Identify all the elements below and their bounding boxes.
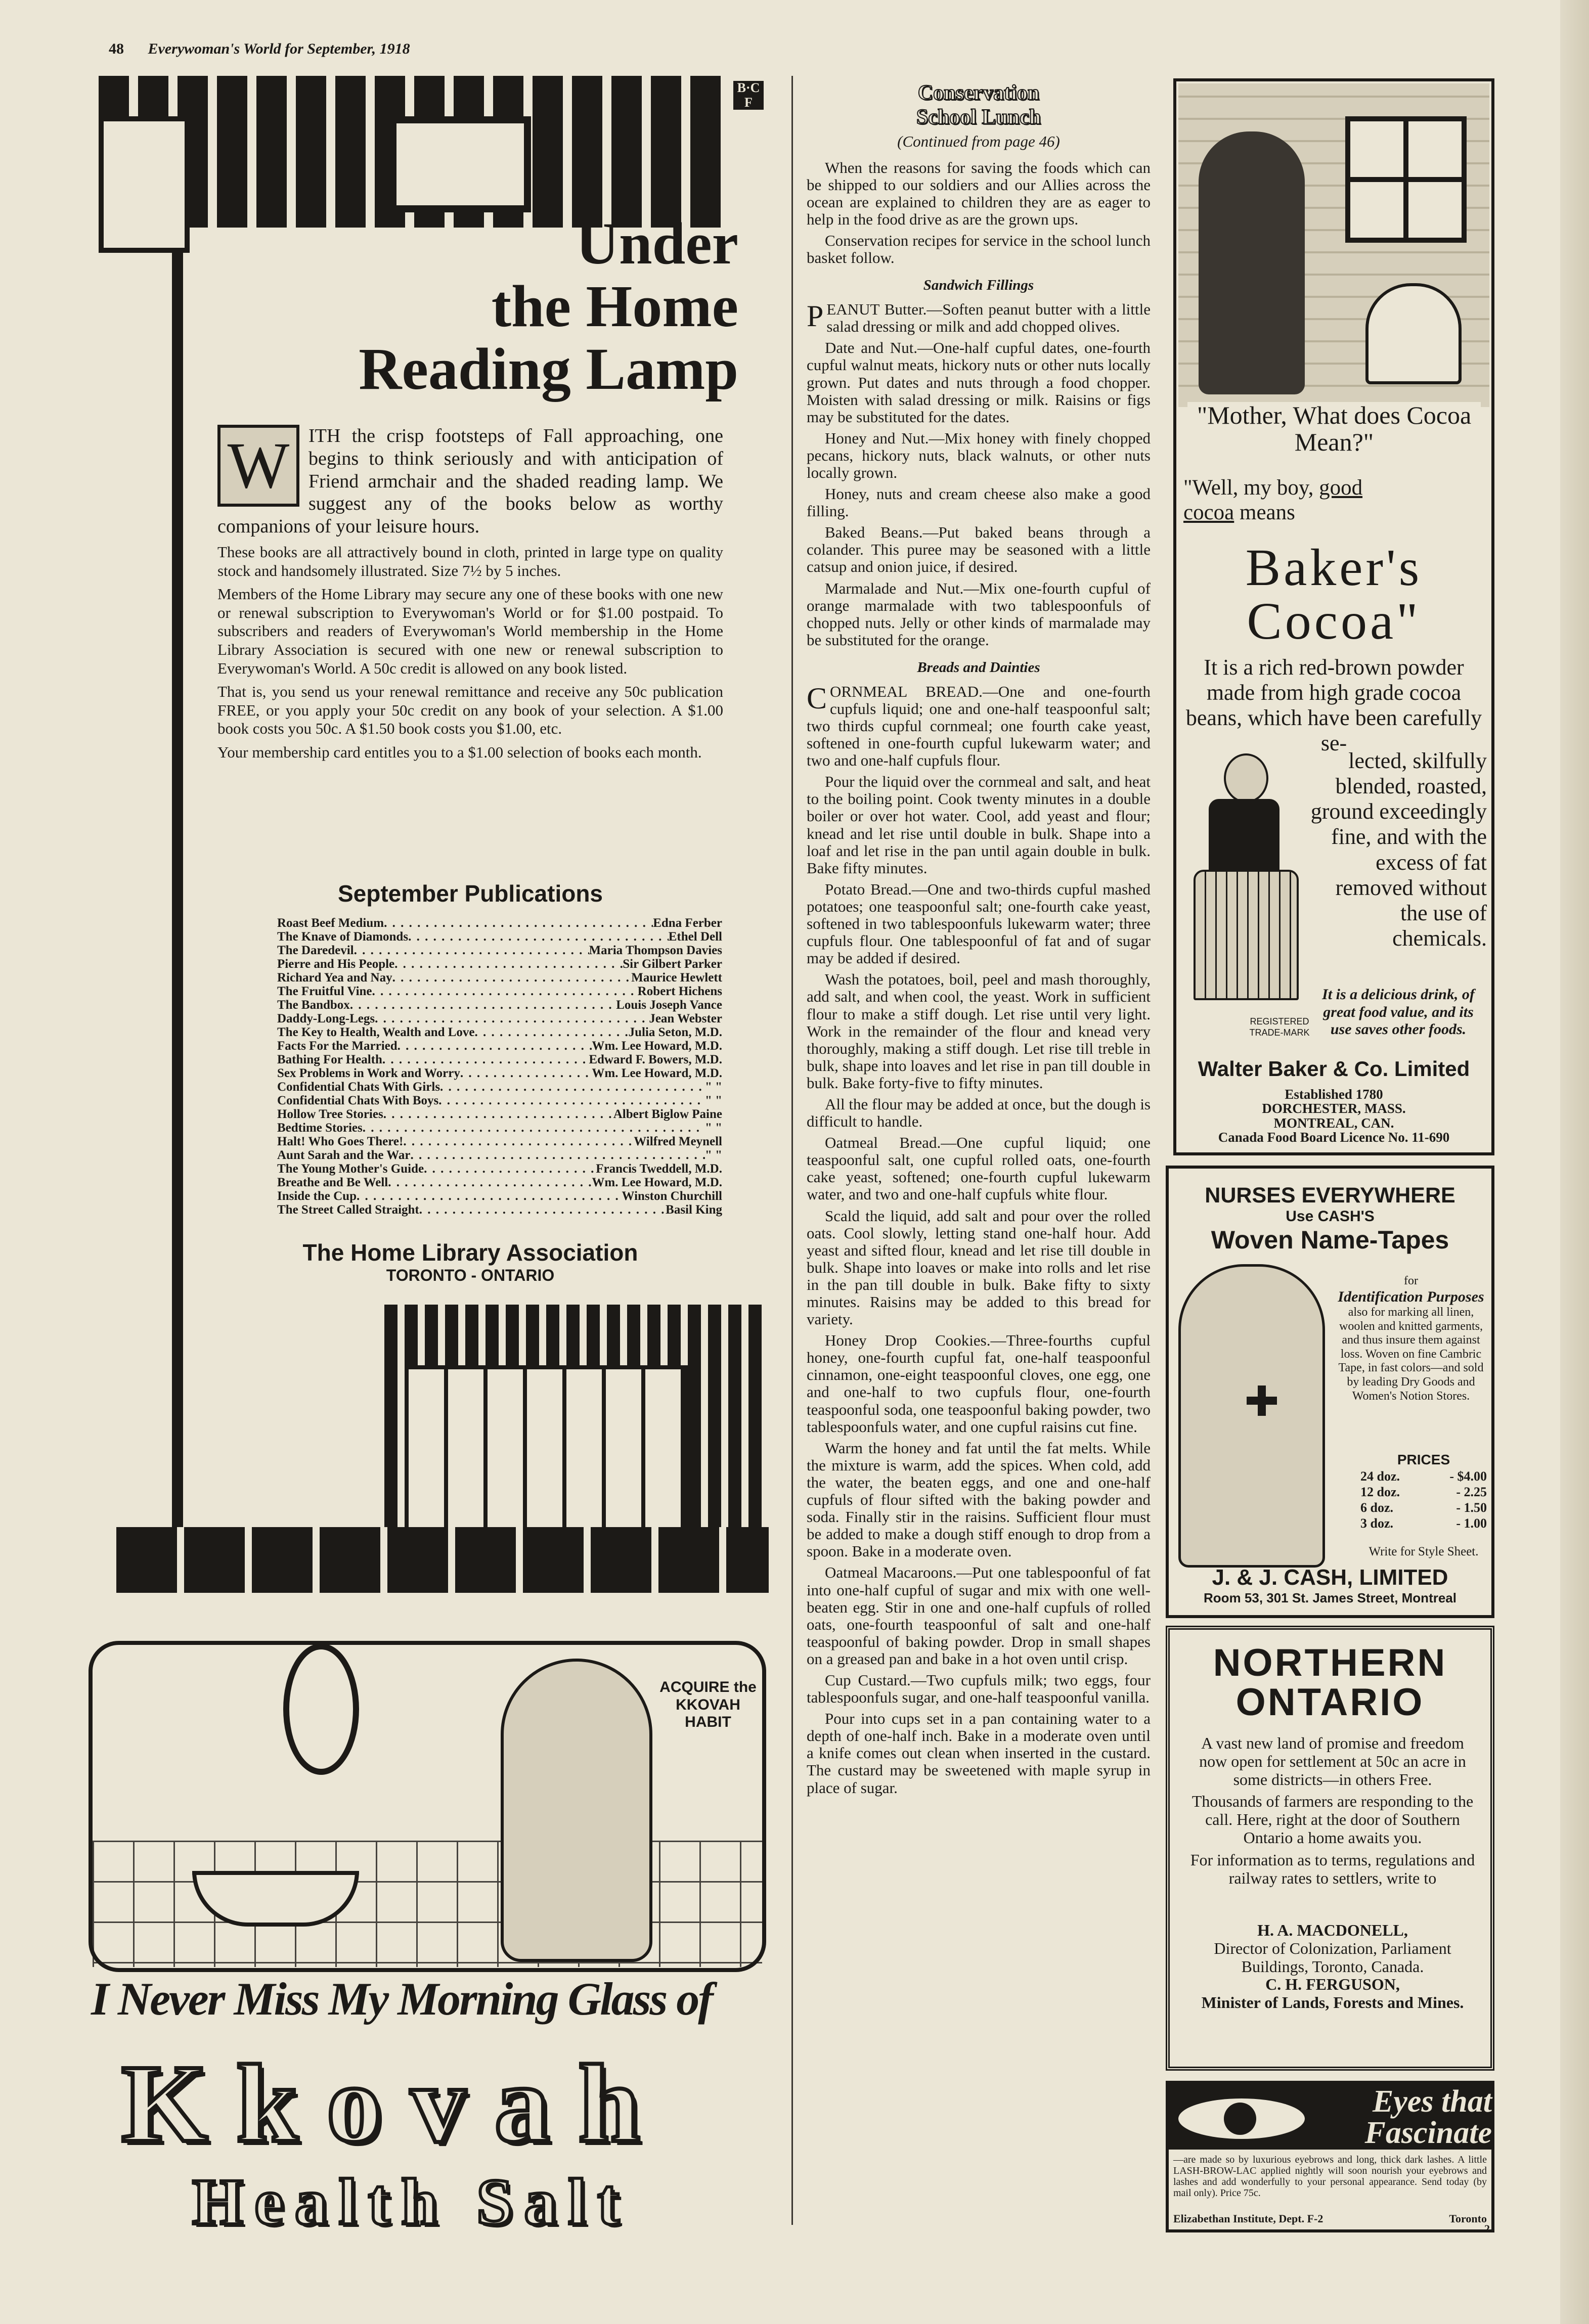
article-title-1: Conservation bbox=[917, 81, 1040, 105]
answer-part-1: "Well, my boy, bbox=[1183, 476, 1319, 500]
window-illustration bbox=[1345, 116, 1467, 243]
dot-leader bbox=[375, 1012, 649, 1025]
cash-product: Woven Name-Tapes bbox=[1211, 1226, 1449, 1254]
title-line-3: Reading Lamp bbox=[359, 335, 738, 402]
publication-author: Julia Seton, M.D. bbox=[628, 1025, 722, 1039]
price-row bbox=[1360, 1484, 1487, 1500]
price-row bbox=[1360, 1468, 1487, 1484]
magazine-title: Everywoman's World for September, 1918 bbox=[148, 40, 410, 57]
eyes-body: —are made so by luxurious eyebrows and long, thick dark lashes. A little LASH-BROW-LAC applied nightly will soon nourish your eyebrows and lashes and add wonderfully to your personal appearance. Send today (by mail only). Price 75c. bbox=[1173, 2154, 1487, 2199]
cash-headline-block bbox=[1166, 1183, 1494, 1255]
answer-part-4: means bbox=[1234, 501, 1295, 525]
dot-leader bbox=[388, 1176, 592, 1189]
price-quantity: 3 doz. bbox=[1360, 1516, 1393, 1531]
dot-leader bbox=[411, 1148, 705, 1162]
mother-illustration bbox=[1199, 131, 1305, 394]
cocoa-question: "Mother, What does Cocoa Mean?" bbox=[1187, 402, 1481, 455]
publication-row bbox=[277, 1189, 722, 1203]
framed-picture-illustration bbox=[389, 116, 531, 212]
dropcap-p: P bbox=[807, 299, 824, 333]
dot-leader bbox=[403, 1135, 634, 1148]
cash-company-block bbox=[1168, 1565, 1492, 1606]
recipe-cornmeal bbox=[807, 683, 1151, 769]
lamp-p3: That is, you send us your renewal remittance and receive any 50c publication FREE, or you apply your 50c credit on any book of your selection. A $1.00 book costs you 50c. A $1.50 book costs you $1.00, etc. bbox=[217, 683, 723, 738]
publication-author: Maurice Hewlett bbox=[631, 971, 722, 985]
association-city: TORONTO - ONTARIO bbox=[386, 1266, 555, 1284]
cash-for: for bbox=[1404, 1274, 1418, 1287]
publication-author: Edward F. Bowers, M.D. bbox=[589, 1053, 722, 1066]
publication-row bbox=[277, 944, 722, 957]
mirror-illustration bbox=[283, 1643, 359, 1775]
publication-title: Richard Yea and Nay bbox=[277, 971, 392, 985]
publication-row bbox=[277, 1203, 722, 1217]
publication-title: Daddy-Long-Legs bbox=[277, 1012, 375, 1025]
publication-row bbox=[277, 1135, 722, 1148]
title-line-2: the Home bbox=[491, 273, 738, 339]
cocoa-addr-2: MONTREAL, CAN. bbox=[1273, 1115, 1394, 1131]
publication-row bbox=[277, 1039, 722, 1053]
publication-row bbox=[277, 998, 722, 1012]
publication-title: The Knave of Diamonds bbox=[277, 930, 409, 944]
publication-row bbox=[277, 1012, 722, 1025]
lamp-ad-title bbox=[273, 212, 738, 400]
registered-trademark-label: REGISTERED TRADE-MARK bbox=[1249, 1016, 1310, 1038]
publication-row bbox=[277, 1121, 722, 1135]
recipe-potato-method: Wash the potatoes, boil, peel and mash thoroughly, add salt, and when cool, the yeast. Work in sufficient flour to make a stiff dough. Let rise until very light. Work in the remainder of the flour and knead very thoroughly, making a stiff dough. Let rise till treble in bulk, shape into loaves and let rise in pan till double in bulk. Bake forty-five to fifty minutes. bbox=[807, 970, 1151, 1092]
dot-leader bbox=[350, 998, 616, 1012]
publication-title: Halt! Who Goes There! bbox=[277, 1135, 404, 1148]
publication-title: Hollow Tree Stories bbox=[277, 1107, 383, 1121]
publication-author: Francis Tweddell, M.D. bbox=[596, 1162, 722, 1176]
publication-row bbox=[277, 971, 722, 985]
ontario-sig-1: H. A. MACDONELL, bbox=[1257, 1921, 1408, 1939]
publication-author: Maria Thompson Davies bbox=[589, 944, 722, 957]
page-header bbox=[109, 40, 1424, 71]
cash-identification: Identification Purposes bbox=[1338, 1288, 1484, 1305]
sandwich-heading: Sandwich Fillings bbox=[923, 277, 1034, 294]
ontario-sig-2: Director of Colonization, Parliament Buildings, Toronto, Canada. bbox=[1214, 1939, 1451, 1976]
dot-leader bbox=[440, 1080, 705, 1094]
publication-author: Wm. Lee Howard, M.D. bbox=[592, 1176, 722, 1189]
publication-title: Pierre and His People bbox=[277, 957, 395, 971]
publication-title: Roast Beef Medium bbox=[277, 916, 384, 930]
dot-leader bbox=[392, 971, 632, 985]
cocoa-answer bbox=[1183, 475, 1487, 525]
dot-leader bbox=[475, 1025, 629, 1039]
boy-illustration bbox=[1365, 283, 1462, 384]
price-quantity: 6 doz. bbox=[1360, 1500, 1393, 1515]
lamp-p1: These books are all attractively bound in cloth, printed in large type on quality stock and handsomely illustrated. Size 7½ by 5 inches. bbox=[217, 543, 723, 579]
eyes-city: Toronto bbox=[1449, 2212, 1487, 2225]
publication-author: " " bbox=[704, 1148, 722, 1162]
answer-part-2: good bbox=[1319, 476, 1363, 500]
page-edge bbox=[1560, 0, 1589, 2324]
publication-row bbox=[277, 916, 722, 930]
publication-row bbox=[277, 1107, 722, 1121]
red-cross-icon bbox=[1247, 1386, 1277, 1416]
lamp-intro: ITH the crisp footsteps of Fall approaching, one begins to think seriously and with anticipation of Friend armchair and the shaded reading lamp. We suggest any of the books below as worthy companions of your leisure hours. bbox=[217, 425, 723, 538]
publication-author: Winston Churchill bbox=[622, 1189, 722, 1203]
publication-title: Inside the Cup bbox=[277, 1189, 357, 1203]
publication-row bbox=[277, 1094, 722, 1107]
dropcap-w: W bbox=[217, 425, 299, 507]
dot-leader bbox=[394, 957, 623, 971]
publications-list bbox=[277, 916, 722, 1217]
cocoa-company: Walter Baker & Co. Limited bbox=[1198, 1057, 1470, 1081]
ontario-sig-4: Minister of Lands, Forests and Mines. bbox=[1201, 1993, 1464, 2012]
publication-author: Wilfred Meynell bbox=[634, 1135, 722, 1148]
dot-leader bbox=[372, 985, 638, 998]
publication-title: Confidential Chats With Boys bbox=[277, 1094, 439, 1107]
kkovah-brand: Kkovah bbox=[121, 2042, 669, 2165]
publication-title: The Key to Health, Wealth and Love bbox=[277, 1025, 475, 1039]
lamp-p4: Your membership card entitles you to a $1.00 selection of books each month. bbox=[217, 743, 702, 761]
recipe-cornmeal-text: ORNMEAL BREAD.—One and one-fourth cupfuls liquid; one and one-half teaspoonful salt; two thirds cupful cornmeal; one fourth cake yeast, softened in one-fourth cupful lukewarm water; and two and one-half cupfuls flour. bbox=[807, 682, 1151, 770]
conservation-article bbox=[807, 81, 1151, 1801]
price-quantity: 12 doz. bbox=[1360, 1484, 1400, 1499]
price-value: - $4.00 bbox=[1449, 1468, 1487, 1484]
recipe-date-nut: Date and Nut.—One-half cupful dates, one-fourth cupful walnut meats, hickory nuts or other nuts locally grown. Put dates and nuts through a food chopper. Moisten with salad dressing or milk. Raisins or figs may be substituted for the dates. bbox=[807, 339, 1151, 426]
article-title-2: School Lunch bbox=[916, 106, 1041, 129]
recipe-oatmeal: Oatmeal Bread.—One cupful liquid; one teaspoonful salt, one cupful rolled oats, one-fourth cake yeast, softened; one-fourth cupful lukewarm water, and two and one-half cupfuls white flour. bbox=[807, 1134, 1151, 1203]
dot-leader bbox=[382, 1053, 589, 1066]
dot-leader bbox=[357, 1189, 622, 1203]
dot-leader bbox=[419, 1203, 666, 1217]
lamp-pole-illustration bbox=[172, 253, 183, 1568]
ontario-p2: Thousands of farmers are responding to the call. Here, right at the door of Southern Ontario a home awaits you. bbox=[1191, 1792, 1474, 1847]
recipe-potato-note: All the flour may be added at once, but the dough is difficult to handle. bbox=[807, 1095, 1151, 1131]
price-quantity: 24 doz. bbox=[1360, 1468, 1400, 1484]
cocoa-body-top bbox=[1178, 655, 1489, 756]
publications-title: September Publications bbox=[337, 880, 603, 907]
cash-headline: NURSES EVERYWHERE bbox=[1205, 1183, 1455, 1208]
cocoa-brand-line-2: Cocoa" bbox=[1247, 592, 1421, 651]
cash-use: Use CASH'S bbox=[1286, 1208, 1375, 1225]
dot-leader bbox=[354, 944, 589, 957]
ontario-sig-3: C. H. FERGUSON, bbox=[1265, 1975, 1400, 1994]
recipe-marmalade: Marmalade and Nut.—Mix one-fourth cupful of orange marmalade with two tablespoonfuls of chopped nuts. Jelly or other kinds of marmalade may be substituted for the orange. bbox=[807, 579, 1151, 649]
publication-author: Basil King bbox=[666, 1203, 722, 1217]
dot-leader bbox=[408, 930, 669, 944]
dot-leader bbox=[460, 1066, 592, 1080]
publication-title: Breathe and Be Well bbox=[277, 1176, 388, 1189]
column-divider bbox=[791, 76, 793, 2225]
cocoa-established: Established 1780 bbox=[1285, 1087, 1383, 1102]
publication-title: Facts For the Married bbox=[277, 1039, 398, 1053]
kkovah-slogan: I Never Miss My Morning Glass of bbox=[91, 1973, 712, 2025]
cocoa-italic-note: It is a delicious drink, of great food value, and its use saves other foods. bbox=[1322, 986, 1475, 1038]
cash-address: Room 53, 301 St. James Street, Montreal bbox=[1204, 1590, 1456, 1605]
cocoa-addr-1: DORCHESTER, MASS. bbox=[1262, 1101, 1406, 1116]
publication-row bbox=[277, 1148, 722, 1162]
eyes-title bbox=[1310, 2086, 1492, 2149]
recipe-cornmeal-method: Pour the liquid over the cornmeal and salt, and heat to the boiling point. Cook twenty minutes in a double boiler or over hot water. Cool, add yeast and flour; knead and let rise until double in bulk. Shape into a loaf and let rise in the pan until again double in bulk. Bake fifty minutes. bbox=[807, 773, 1151, 877]
lamp-p2: Members of the Home Library may secure any one of these books with one new or renewal subscription to Everywoman's World or for $1.00 postpaid. To subscribers and readers of Everywoman's World membership in the Home Library Association is secured with one new or renewal subscription to Everywoman's World. A 50c credit is allowed on any book listed. bbox=[217, 585, 723, 677]
eyes-title-2: Fascinate bbox=[1364, 2116, 1492, 2150]
publication-row bbox=[277, 1162, 722, 1176]
recipe-peanut-text: EANUT Butter.—Soften peanut butter with a little salad dressing or milk and add chopped olives. bbox=[826, 300, 1151, 336]
publication-row bbox=[277, 1066, 722, 1080]
dot-leader bbox=[438, 1094, 705, 1107]
lamp-ad-body bbox=[217, 425, 723, 767]
lantern-illustration bbox=[99, 116, 190, 253]
ontario-p3: For information as to terms, regulations and railway rates to settlers, write to bbox=[1190, 1850, 1475, 1887]
publication-author: " " bbox=[704, 1080, 722, 1094]
association-signature bbox=[217, 1239, 723, 1285]
cocoa-brand bbox=[1178, 539, 1489, 651]
publication-row bbox=[277, 1080, 722, 1094]
dot-leader bbox=[363, 1121, 705, 1135]
ontario-title: NORTHERN ONTARIO bbox=[1213, 1641, 1447, 1724]
recipe-macaroons: Oatmeal Macaroons.—Put one tablespoonful of fat into one-half cupful of sugar and mix with one well-beaten egg. Stir in one and one-half cupfuls of rolled oats, one-fourth teaspoonful of salt and one-half teaspoonful of baking powder. Drop in small shapes on a greased pan and bake in a hot oven until crisp. bbox=[807, 1563, 1151, 1668]
tiled-wall-illustration bbox=[93, 1841, 762, 1967]
price-row bbox=[1360, 1515, 1487, 1531]
publication-author: " " bbox=[704, 1094, 722, 1107]
publication-row bbox=[277, 930, 722, 944]
publication-author: Robert Hichens bbox=[637, 985, 722, 998]
recipe-custard-method: Pour into cups set in a pan containing water to a depth of one-half inch. Bake in a moderate oven until a knife comes out clean when inserted in the custard. The custard may be sweetened with maple syrup in place of sugar. bbox=[807, 1710, 1151, 1797]
publication-title: Sex Problems in Work and Worry bbox=[277, 1066, 460, 1080]
nurse-illustration bbox=[1178, 1264, 1325, 1568]
page-number: 48 bbox=[109, 40, 124, 57]
recipe-custard: Cup Custard.—Two cupfuls milk; two eggs, four tablespoonfuls sugar, and one-half teaspoonful vanilla. bbox=[807, 1671, 1151, 1707]
article-intro-1: When the reasons for saving the foods which can be shipped to our soldiers and our Allies across the ocean are explained to children they are as eager to help in the food drive as are the grown ups. bbox=[807, 158, 1151, 228]
cash-company: J. & J. CASH, LIMITED bbox=[1212, 1565, 1448, 1590]
kkovah-acquire-text: ACQUIRE the KKOVAH HABIT bbox=[659, 1679, 757, 1730]
answer-part-3: cocoa bbox=[1183, 501, 1234, 525]
price-value: - 1.00 bbox=[1456, 1516, 1487, 1531]
cocoa-address bbox=[1178, 1087, 1489, 1144]
recipe-oatmeal-method: Scald the liquid, add salt and pour over the rolled oats. Cool slowly, letting stand one-half hour. Add yeast and sifted flour, knead and let rise till double in bulk. Shape into loaves or make into rolls and let rise in the pan till double in bulk. Bake fifty to sixty minutes. Raisins may be added to this bread for variety. bbox=[807, 1206, 1151, 1328]
woman-drinking-illustration bbox=[501, 1659, 652, 1962]
cocoa-brand-line-1: Baker's bbox=[1245, 539, 1423, 597]
publication-author: Wm. Lee Howard, M.D. bbox=[592, 1039, 722, 1053]
recipe-potato: Potato Bread.—One and two-thirds cupful mashed potatoes; one teaspoonful salt; one-fourth cake yeast, softened in two tablespoonfuls lukewarm water; three cupfuls flour. One tablespoonful of fat and of sugar may be added if desired. bbox=[807, 880, 1151, 967]
price-value: - 1.50 bbox=[1456, 1500, 1487, 1515]
publication-row bbox=[277, 1053, 722, 1066]
publication-author: Albert Biglow Paine bbox=[613, 1107, 722, 1121]
publication-title: Bathing For Health bbox=[277, 1053, 382, 1066]
recipe-honey-nut: Honey and Nut.—Mix honey with finely chopped pecans, hickory nuts, black walnuts, or other nuts locally grown. bbox=[807, 429, 1151, 481]
cocoa-body-right: lected, skilfully blended, roasted, ground exceedingly fine, and with the excess of fat removed without the use of chemicals. bbox=[1310, 748, 1487, 951]
publication-title: The Daredevil bbox=[277, 944, 354, 957]
publication-author: Sir Gilbert Parker bbox=[623, 957, 722, 971]
recipe-honey-cookies-method: Warm the honey and fat until the fat melts. While the mixture is warm, add the spices. When cold, add the water, the beaten eggs, and one and one-half cupfuls of flour sifted with the baking powder and soda. Finally stir in the raisins. Sufficient flour must be added to make a dough stiff enough to drop from a spoon. Bake in a moderate oven. bbox=[807, 1439, 1151, 1560]
title-line-1: Under bbox=[576, 210, 738, 277]
publication-title: Aunt Sarah and the War bbox=[277, 1148, 411, 1162]
artist-monogram: B·C F bbox=[733, 81, 764, 110]
price-row bbox=[1360, 1500, 1487, 1515]
publication-author: Edna Ferber bbox=[653, 916, 722, 930]
chocolate-girl-trademark bbox=[1188, 753, 1300, 1016]
recipe-honey-cookies: Honey Drop Cookies.—Three-fourths cupful honey, one-fourth cupful fat, one-half teaspoonful cinnamon, one-eight teaspoonful cloves, one egg, one and one-half to two cupfuls flour, one-fourth teaspoonful soda, one teaspoonful baking powder, two tablespoonfuls water, and one cupful raisins cut fine. bbox=[807, 1331, 1151, 1436]
eyes-institute: Elizabethan Institute, Dept. F-2 bbox=[1173, 2212, 1323, 2225]
price-value: - 2.25 bbox=[1456, 1484, 1487, 1499]
cash-desc: also for marking all linen, woolen and knitted garments, and thus insure them against loss. Woven on fine Cambric Tape, in fast colors—and sold by leading Dry Goods and Women's Notion Stores. bbox=[1338, 1306, 1484, 1403]
dropcap-c: C bbox=[807, 681, 827, 715]
publication-row bbox=[277, 957, 722, 971]
dot-leader bbox=[384, 916, 653, 930]
ontario-body bbox=[1186, 1734, 1479, 1892]
eyes-address bbox=[1173, 2212, 1487, 2225]
publication-author: Jean Webster bbox=[649, 1012, 722, 1025]
publication-row bbox=[277, 985, 722, 998]
ontario-signatures bbox=[1186, 1921, 1479, 2012]
style-sheet-note: Write for Style Sheet. bbox=[1369, 1545, 1479, 1558]
ontario-p1: A vast new land of promise and freedom now open for settlement at 50c an acre in some districts—in others Free. bbox=[1199, 1734, 1466, 1789]
continued-note: (Continued from page 46) bbox=[897, 132, 1060, 150]
dot-leader bbox=[424, 1162, 596, 1176]
recipe-baked-beans: Baked Beans.—Put baked beans through a colander. This puree may be seasoned with a little catsup and onion juice, if desired. bbox=[807, 523, 1151, 576]
article-intro-2: Conservation recipes for service in the school lunch basket follow. bbox=[807, 232, 1151, 267]
publication-title: The Street Called Straight bbox=[277, 1203, 419, 1217]
publication-author: Louis Joseph Vance bbox=[616, 998, 722, 1012]
prices-heading: PRICES bbox=[1397, 1452, 1450, 1467]
breads-heading: Breads and Dainties bbox=[917, 659, 1040, 676]
publication-author: Ethel Dell bbox=[668, 930, 722, 944]
kkovah-product: Health Salt bbox=[192, 2166, 631, 2239]
dot-leader bbox=[383, 1107, 613, 1121]
cash-description bbox=[1335, 1274, 1487, 1403]
publication-author: " " bbox=[704, 1121, 722, 1135]
publication-title: The Young Mother's Guide bbox=[277, 1162, 424, 1176]
recipe-peanut bbox=[807, 301, 1151, 335]
publication-author: Wm. Lee Howard, M.D. bbox=[592, 1066, 722, 1080]
publication-title: The Bandbox bbox=[277, 998, 350, 1012]
cocoa-licence: Canada Food Board Licence No. 11-690 bbox=[1218, 1130, 1450, 1145]
dot-leader bbox=[398, 1039, 592, 1053]
cash-price-list bbox=[1360, 1451, 1487, 1531]
lamp-base-illustration bbox=[116, 1527, 769, 1593]
association-name: The Home Library Association bbox=[302, 1239, 638, 1266]
recipe-honey-cheese: Honey, nuts and cream cheese also make a good filling. bbox=[807, 485, 1151, 520]
publication-title: The Fruitful Vine bbox=[277, 985, 372, 998]
eyes-title-1: Eyes that bbox=[1373, 2084, 1492, 2119]
corner-number: 2 bbox=[1484, 2222, 1490, 2235]
pupil-icon bbox=[1224, 2103, 1256, 2135]
publication-row bbox=[277, 1025, 722, 1039]
cocoa-body-top-text: It is a rich red-brown powder made from high grade cocoa beans, which have been carefully se- bbox=[1185, 655, 1482, 756]
publication-title: Bedtime Stories bbox=[277, 1121, 363, 1135]
publication-title: Confidential Chats With Girls bbox=[277, 1080, 440, 1094]
publication-row bbox=[277, 1176, 722, 1189]
